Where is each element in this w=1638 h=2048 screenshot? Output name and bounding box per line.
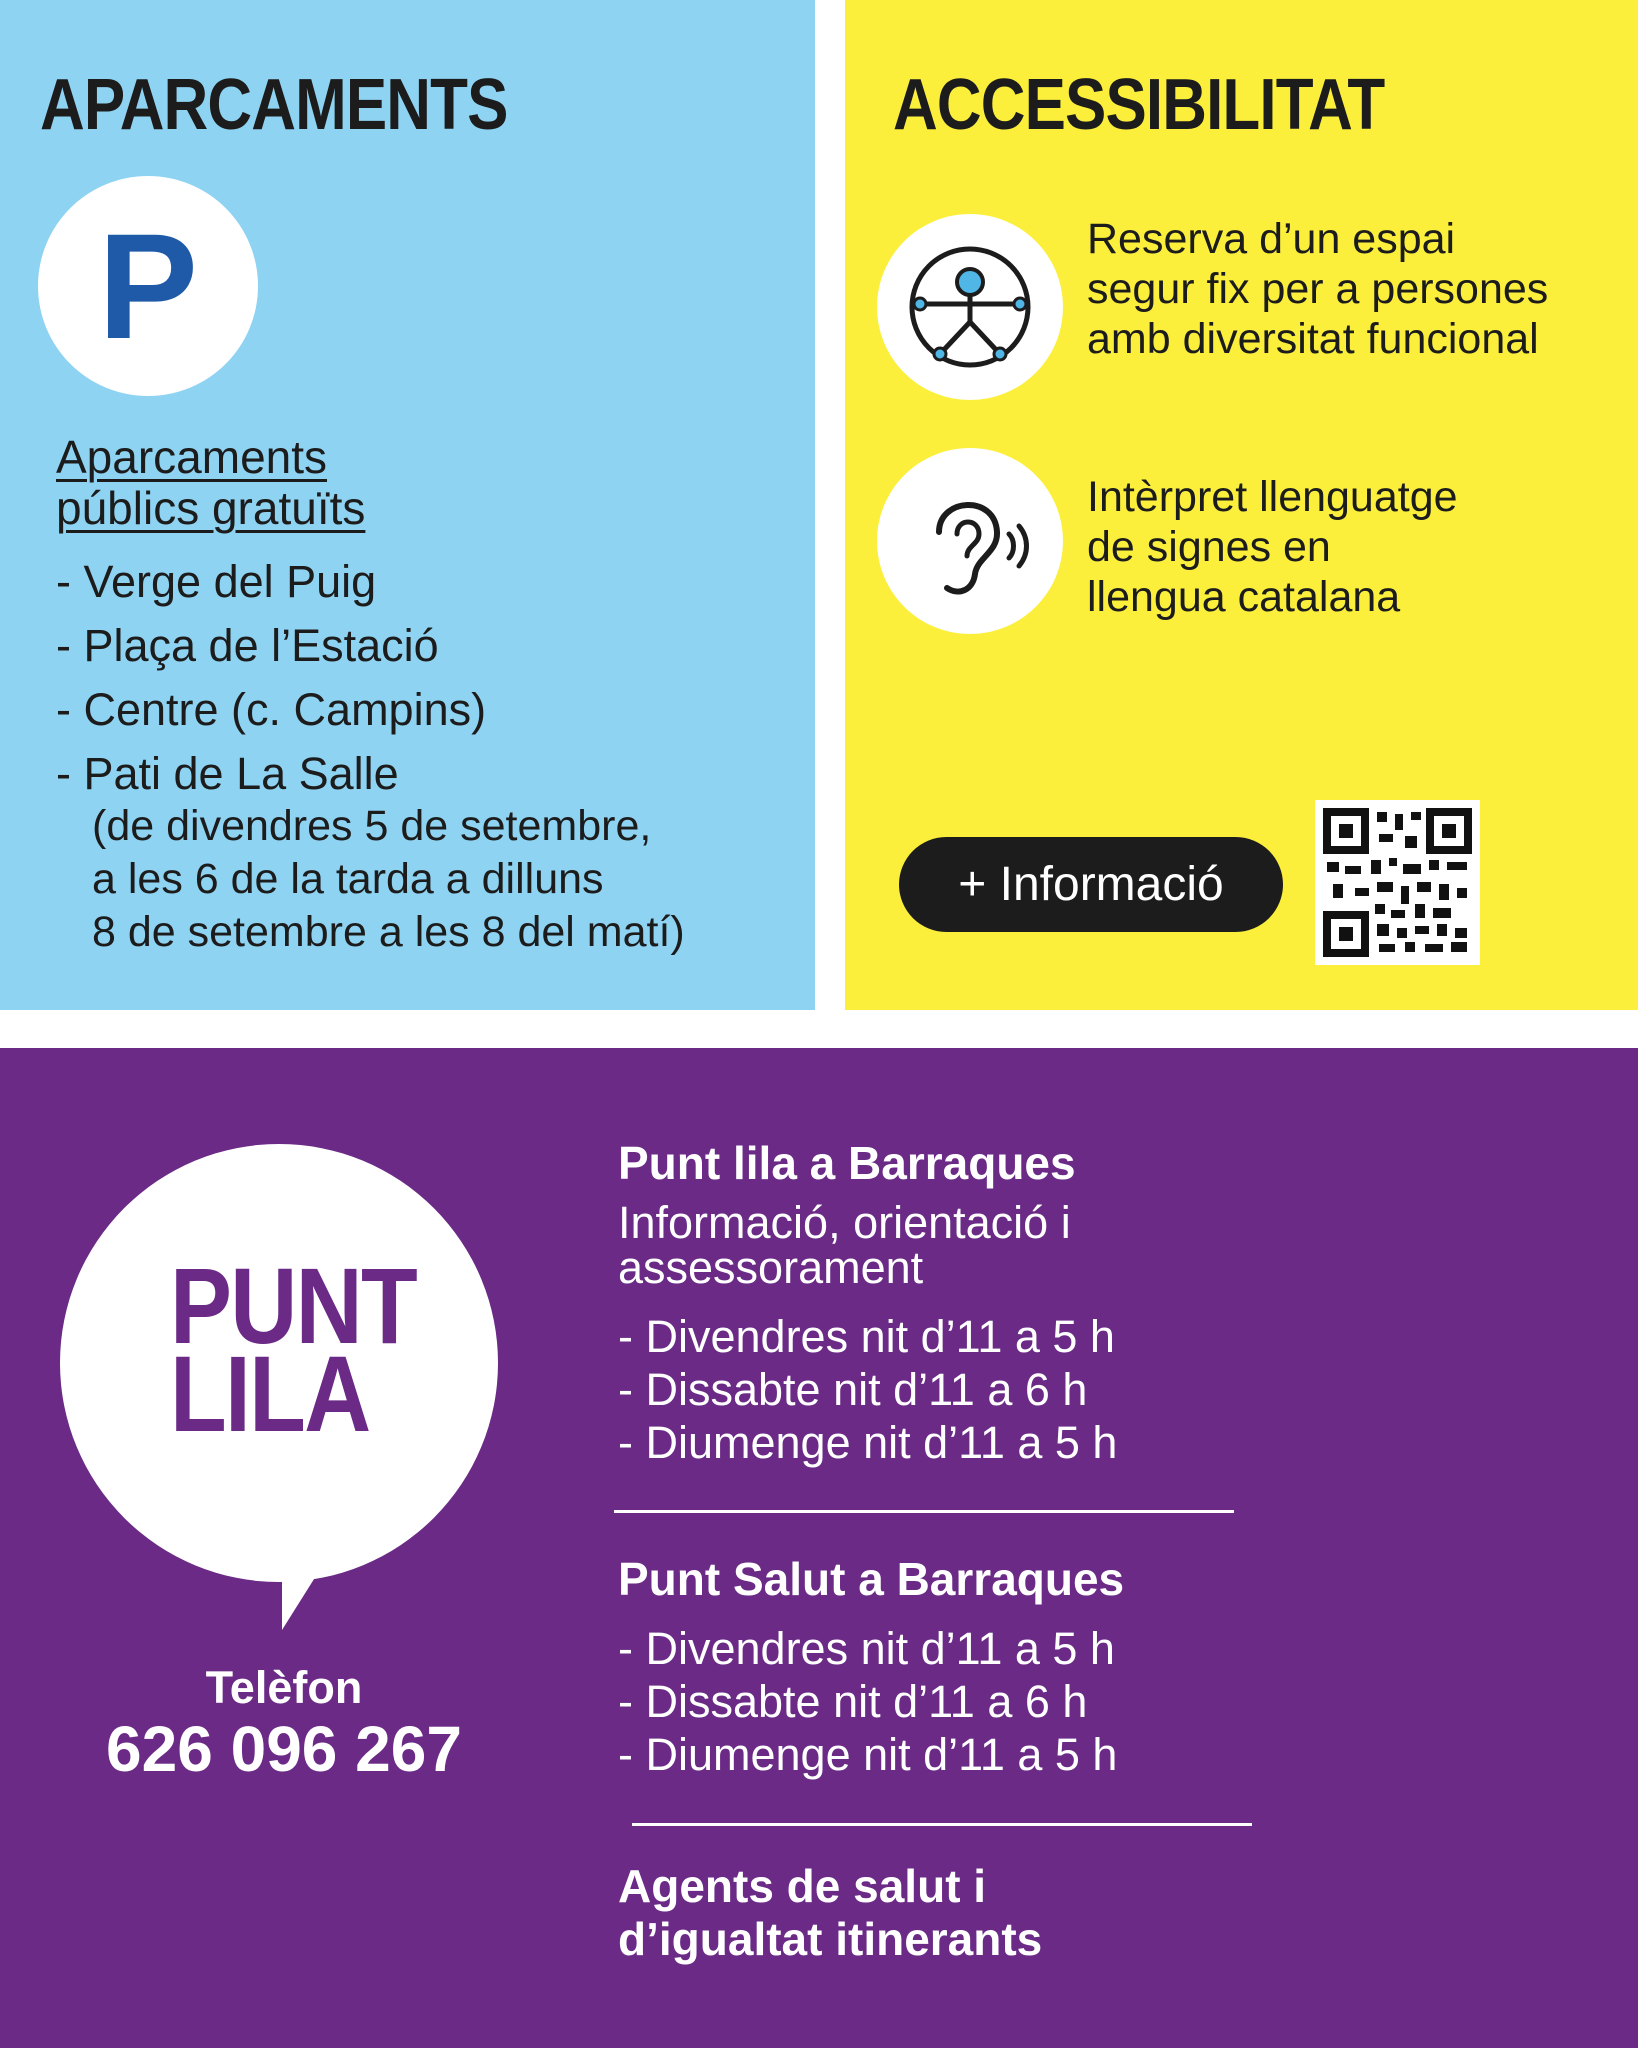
section-title-line1: Agents de salut i [618, 1860, 987, 1912]
section-title: Punt lila a Barraques [618, 1137, 1076, 1189]
universal-access-icon [877, 214, 1063, 400]
parking-heading: APARCAMENTS [40, 65, 508, 145]
accessibility-heading: ACCESSIBILITAT [893, 65, 1385, 145]
phone-number[interactable]: 626 096 267 [106, 1713, 462, 1785]
parking-title-line1: Aparcaments [56, 431, 328, 483]
parking-title [56, 432, 365, 534]
hours-item: - Diumenge nit d’11 a 5 h [618, 1417, 1118, 1468]
parking-list-item: - Plaça de l’Estació [56, 620, 439, 671]
section-title-line2: d’igualtat itinerants [618, 1913, 1043, 1965]
hours-item: - Diumenge nit d’11 a 5 h [618, 1729, 1118, 1780]
parking-title-line2: públics gratuïts [56, 482, 366, 534]
speech-bubble-tail-icon [282, 1560, 326, 1630]
parking-badge-letter: P [97, 202, 199, 370]
section-subtitle: Informació, orientació i assessorament [618, 1197, 1071, 1293]
logo-line1: PUNT [170, 1245, 416, 1366]
parking-list-item: - Verge del Puig [56, 556, 377, 607]
phone-label: Telèfon [205, 1662, 363, 1713]
hours-item: - Dissabte nit d’11 a 6 h [618, 1676, 1088, 1727]
section-divider [632, 1823, 1252, 1826]
hearing-ear-icon [877, 448, 1063, 634]
qr-code-icon[interactable] [1315, 800, 1480, 965]
logo-line2: LILA [170, 1333, 370, 1454]
hours-list [618, 1622, 1117, 1781]
parking-list [56, 550, 486, 806]
parking-note: (de divendres 5 de setembre, a les 6 de la tarda a dilluns 8 de setembre a les 8 del matí) [92, 802, 685, 956]
parking-icon [38, 176, 258, 396]
accessibility-feature-text: Reserva d’un espai segur fix per a persones amb diversitat funcional [1087, 215, 1549, 363]
section-title: Punt Salut a Barraques [618, 1553, 1125, 1605]
punt-lila-logo [170, 1245, 416, 1454]
section-title [618, 1860, 1042, 1966]
hours-item: - Dissabte nit d’11 a 6 h [618, 1364, 1088, 1415]
hours-item: - Divendres nit d’11 a 5 h [618, 1311, 1115, 1362]
hours-list [618, 1310, 1117, 1469]
more-info-button[interactable]: + Informació [899, 837, 1283, 932]
section-divider [614, 1510, 1234, 1513]
parking-list-item: - Centre (c. Campins) [56, 684, 487, 735]
parking-panel [0, 0, 815, 1010]
accessibility-feature-text: Intèrpret llenguatge de signes en llengua catalana [1087, 473, 1458, 621]
hours-item: - Divendres nit d’11 a 5 h [618, 1623, 1115, 1674]
parking-list-item: - Pati de La Salle [56, 748, 399, 799]
